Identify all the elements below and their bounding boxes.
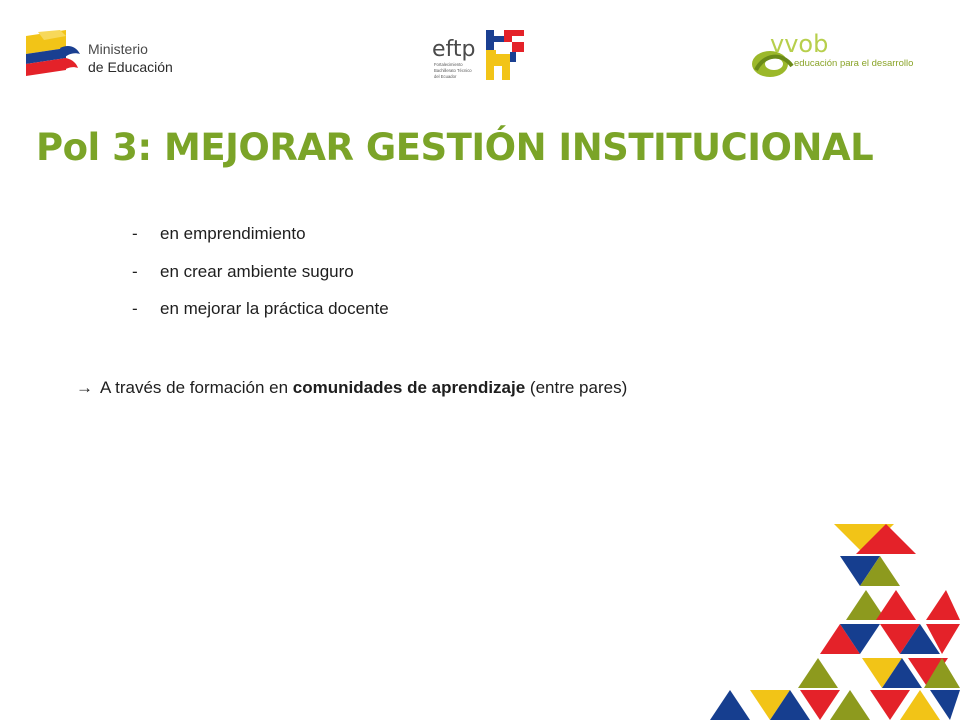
bullet-list [132, 222, 389, 335]
note-line [76, 376, 627, 400]
triangles-row-5 [798, 658, 960, 688]
eftp-blocks-icon [486, 30, 524, 80]
bullet-text: en crear ambiente suguro [160, 261, 354, 281]
arrow-right-icon: → [76, 378, 93, 397]
bullet-dash: - [132, 224, 138, 243]
triangle-shape [876, 590, 916, 620]
triangle-shape [798, 658, 838, 688]
bullet-item [132, 260, 389, 298]
triangle-shape [710, 690, 750, 720]
eftp-text: eftp [432, 37, 476, 62]
bullet-text: en emprendimiento [160, 224, 306, 243]
eftp-logo [430, 28, 530, 84]
triangles-row-4 [820, 624, 960, 654]
vvob-tagline: educación para el desarrollo [794, 58, 914, 69]
ministerio-educacion-logo [24, 28, 184, 82]
vvob-logo [748, 30, 918, 82]
eftp-sub1: Fortalecimiento [434, 62, 463, 67]
ecuador-flag-icon [26, 30, 80, 76]
slide-title: Pol 3: MEJORAR GESTIÓN INSTITUCIONAL [36, 126, 874, 169]
triangles-row-2 [840, 556, 900, 586]
bullet-text: en mejorar la práctica docente [160, 299, 389, 318]
ministerio-line2: de Educación [88, 59, 173, 75]
triangles-row-6 [710, 690, 960, 720]
triangle-mosaic-decoration [690, 520, 960, 720]
eftp-sub2: Bachillerato Técnico [434, 68, 472, 73]
note-text-bold: comunidades de aprendizaje [292, 378, 526, 397]
bullet-dash: - [132, 299, 138, 318]
bullet-item [132, 222, 389, 260]
eftp-sub3: del Ecuador [434, 74, 457, 79]
triangles-row-3 [846, 590, 960, 620]
vvob-text: vvob [770, 30, 829, 58]
ministerio-line1: Ministerio [88, 41, 148, 57]
note-text-before: A través de formación en [100, 378, 293, 397]
bullet-item [132, 297, 389, 335]
triangles-row-1 [834, 524, 916, 554]
bullet-dash: - [132, 261, 138, 281]
triangle-shape [926, 590, 960, 620]
note-text-after: (entre pares) [525, 378, 628, 397]
